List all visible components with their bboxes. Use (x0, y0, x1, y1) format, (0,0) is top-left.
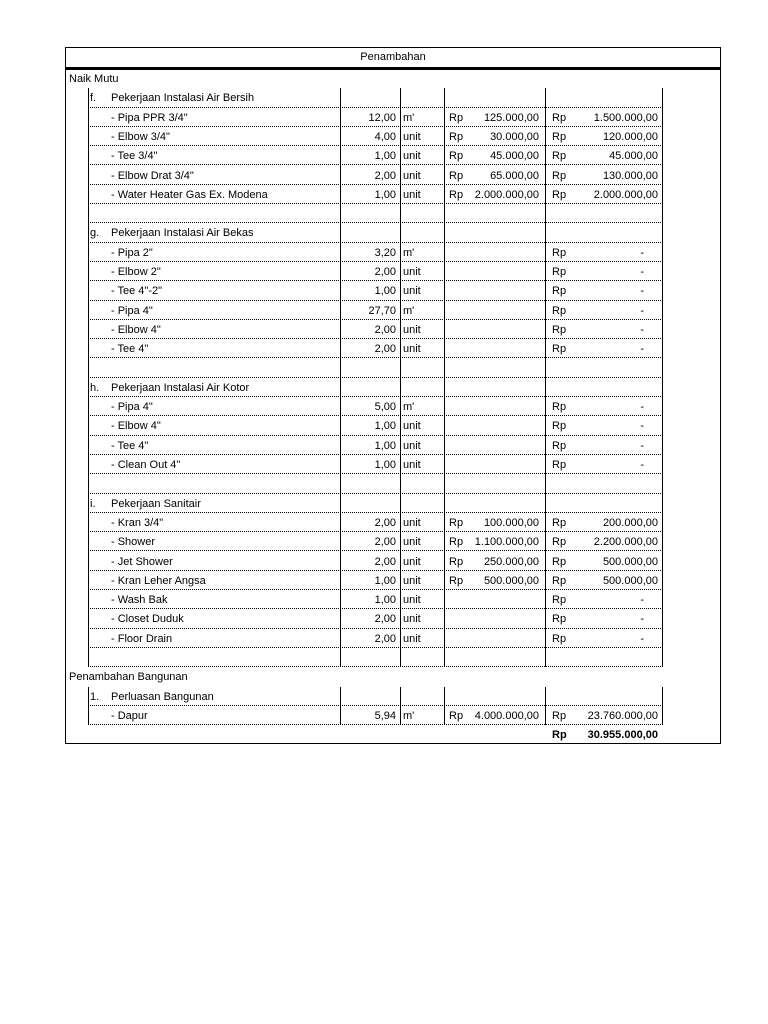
section-row (66, 69, 720, 88)
column-divider (545, 494, 546, 668)
total-currency: Rp (552, 613, 567, 626)
item-qty: 5,94 (374, 709, 396, 722)
table-row (66, 281, 720, 300)
column-divider (340, 378, 341, 494)
item-unit: m' (403, 246, 415, 259)
price-currency: Rp (449, 188, 464, 201)
item-total: 500.000,00 (602, 574, 658, 587)
column-divider (88, 378, 89, 494)
group-name: Pekerjaan Instalasi Air Bekas (111, 227, 254, 240)
price-currency: Rp (449, 555, 464, 568)
column-divider (444, 378, 445, 494)
item-qty: 1,00 (374, 439, 396, 452)
item-total: 2.200.000,00 (593, 536, 658, 549)
table-row (66, 127, 720, 146)
table-row (66, 416, 720, 435)
total-currency: Rp (552, 709, 567, 722)
item-name: - Pipa 4" (111, 304, 153, 317)
item-unit: unit (403, 188, 421, 201)
item-unit: unit (403, 459, 421, 471)
price-currency: Rp (449, 169, 464, 182)
price-currency: Rp (449, 574, 464, 587)
table-row (66, 146, 720, 165)
column-divider (444, 687, 445, 726)
item-name: - Floor Drain (111, 632, 173, 645)
item-total: - (640, 266, 644, 278)
column-divider (662, 378, 663, 494)
item-name: - Jet Shower (111, 555, 173, 568)
table-row (66, 243, 720, 262)
item-total: - (640, 594, 644, 607)
group-header-row (66, 378, 720, 397)
item-qty: 5,00 (374, 401, 396, 414)
group-name: Pekerjaan Instalasi Air Kotor (111, 381, 250, 394)
item-qty: 2,00 (374, 536, 396, 549)
item-qty: 2,00 (374, 555, 396, 568)
item-unit-price: 30.000,00 (490, 130, 539, 143)
item-name: - Tee 4" (111, 439, 149, 452)
total-currency: Rp (552, 150, 567, 163)
item-unit: unit (403, 439, 421, 452)
item-name: - Tee 3/4" (111, 150, 158, 163)
column-divider (400, 378, 401, 494)
item-name: - Elbow 2" (111, 266, 161, 278)
item-total: - (640, 246, 644, 259)
group-header-row (66, 687, 720, 706)
item-total: 45.000,00 (609, 150, 658, 163)
item-unit-price: 65.000,00 (490, 169, 539, 182)
column-divider (545, 223, 546, 377)
item-unit: unit (403, 594, 421, 607)
item-name: - Water Heater Gas Ex. Modena (111, 188, 268, 201)
total-currency: Rp (552, 323, 567, 336)
item-unit-price: 250.000,00 (483, 555, 539, 568)
item-name: - Closet Duduk (111, 613, 184, 626)
item-unit: unit (403, 632, 421, 645)
item-qty: 1,00 (374, 285, 396, 298)
item-name: - Tee 4" (111, 343, 149, 356)
section-row (66, 667, 720, 686)
total-currency: Rp (552, 285, 567, 298)
column-divider (545, 687, 546, 726)
item-qty: 1,00 (374, 188, 396, 201)
column-divider (444, 223, 445, 377)
item-qty: 3,20 (374, 246, 396, 259)
item-unit: unit (403, 516, 421, 529)
table-row (66, 571, 720, 590)
item-total: 1.500.000,00 (593, 111, 658, 124)
price-currency: Rp (449, 516, 464, 529)
total-currency: Rp (552, 246, 567, 259)
item-total: 200.000,00 (602, 516, 658, 529)
price-currency: Rp (449, 111, 464, 124)
item-unit: unit (403, 420, 421, 433)
table-row (66, 436, 720, 455)
table-row (66, 108, 720, 127)
total-currency: Rp (552, 266, 567, 278)
item-qty: 2,00 (374, 516, 396, 529)
total-currency: Rp (552, 343, 567, 356)
item-total: 23.760.000,00 (587, 709, 658, 722)
table-row (66, 532, 720, 551)
table-row (66, 339, 720, 358)
item-name: - Kran 3/4" (111, 516, 164, 529)
total-currency: Rp (552, 188, 567, 201)
total-currency: Rp (552, 111, 567, 124)
total-currency: Rp (552, 632, 567, 645)
item-qty: 12,00 (368, 111, 396, 124)
item-total: - (640, 632, 644, 645)
column-divider (662, 687, 663, 726)
item-total: - (640, 323, 644, 336)
table-row (66, 185, 720, 204)
item-total: - (640, 401, 644, 414)
column-divider (88, 494, 89, 668)
item-unit: m' (403, 304, 415, 317)
blank-row (66, 359, 720, 378)
item-total: - (640, 343, 644, 356)
item-name: - Elbow 3/4" (111, 130, 170, 143)
item-unit: unit (403, 285, 421, 298)
item-unit: unit (403, 536, 421, 549)
item-total: - (640, 613, 644, 626)
total-currency: Rp (552, 516, 567, 529)
section-label: Naik Mutu (69, 73, 119, 85)
table-row (66, 629, 720, 648)
item-unit: unit (403, 150, 421, 163)
price-currency: Rp (449, 536, 464, 549)
item-qty: 2,00 (374, 266, 396, 278)
item-qty: 1,00 (374, 150, 396, 163)
item-unit: m' (403, 709, 415, 722)
column-divider (340, 88, 341, 223)
item-unit: m' (403, 401, 415, 414)
table-row (66, 166, 720, 185)
group-header-row (66, 494, 720, 513)
table-row (66, 609, 720, 628)
item-unit: unit (403, 169, 421, 182)
blank-row (66, 204, 720, 223)
total-currency: Rp (552, 420, 567, 433)
price-currency: Rp (449, 150, 464, 163)
total-currency: Rp (552, 130, 567, 143)
item-unit: unit (403, 555, 421, 568)
group-letter: h. (90, 381, 100, 394)
item-name: - Wash Bak (111, 594, 168, 607)
group-letter: g. (90, 227, 100, 240)
total-currency: Rp (552, 594, 567, 607)
table-row (66, 397, 720, 416)
column-divider (444, 494, 445, 668)
table-row (66, 301, 720, 320)
table-row (66, 262, 720, 281)
item-total: - (640, 439, 644, 452)
item-name: - Pipa 4" (111, 401, 153, 414)
grand-total-currency: Rp (552, 729, 567, 742)
group-name: Pekerjaan Sanitair (111, 497, 201, 510)
group-header-row (66, 223, 720, 242)
column-divider (88, 687, 89, 726)
column-divider (444, 88, 445, 223)
item-unit: unit (403, 130, 421, 143)
total-currency: Rp (552, 536, 567, 549)
column-divider (662, 494, 663, 668)
table-row (66, 513, 720, 532)
item-unit-price: 100.000,00 (483, 516, 539, 529)
item-qty: 2,00 (374, 632, 396, 645)
grand-total-value: 30.955.000,00 (587, 729, 658, 742)
blank-row (66, 474, 720, 493)
group-letter: f. (90, 92, 97, 105)
item-name: - Elbow Drat 3/4" (111, 169, 194, 182)
item-unit: unit (403, 613, 421, 626)
item-name: - Tee 4"-2" (111, 285, 163, 298)
item-unit: unit (403, 266, 421, 278)
column-divider (340, 494, 341, 668)
item-unit-price: 125.000,00 (483, 111, 539, 124)
total-currency: Rp (552, 459, 567, 471)
section-label: Penambahan Bangunan (69, 671, 188, 684)
item-unit: unit (403, 574, 421, 587)
blank-row (66, 648, 720, 667)
item-qty: 1,00 (374, 420, 396, 433)
item-unit-price: 500.000,00 (483, 574, 539, 587)
column-divider (400, 687, 401, 726)
item-total: - (640, 304, 644, 317)
price-currency: Rp (449, 709, 464, 722)
cost-table (65, 47, 721, 744)
column-divider (400, 88, 401, 223)
item-qty: 2,00 (374, 169, 396, 182)
item-qty: 2,00 (374, 343, 396, 356)
column-divider (662, 88, 663, 223)
item-unit-price: 1.100.000,00 (474, 536, 539, 549)
item-name: - Elbow 4" (111, 420, 161, 433)
price-currency: Rp (449, 130, 464, 143)
item-qty: 1,00 (374, 594, 396, 607)
total-currency: Rp (552, 439, 567, 452)
item-name: - Elbow 4" (111, 323, 161, 336)
column-divider (662, 223, 663, 377)
column-divider (400, 223, 401, 377)
item-qty: 2,00 (374, 323, 396, 336)
item-total: - (640, 285, 644, 298)
item-qty: 1,00 (374, 574, 396, 587)
group-letter: 1. (90, 690, 100, 703)
column-divider (88, 88, 89, 223)
item-unit: unit (403, 343, 421, 356)
group-letter: i. (90, 497, 96, 510)
item-name: - Clean Out 4" (111, 459, 181, 471)
item-qty: 27,70 (368, 304, 396, 317)
item-name: - Pipa 2" (111, 246, 153, 259)
item-total: 2.000.000,00 (593, 188, 658, 201)
table-row (66, 320, 720, 339)
column-divider (88, 223, 89, 377)
item-name: - Dapur (111, 709, 148, 722)
table-row (66, 552, 720, 571)
column-divider (340, 687, 341, 726)
total-currency: Rp (552, 555, 567, 568)
item-unit-price: 4.000.000,00 (474, 709, 539, 722)
item-name: - Pipa PPR 3/4" (111, 111, 188, 124)
item-total: 120.000,00 (602, 130, 658, 143)
item-total: - (640, 420, 644, 433)
column-divider (545, 378, 546, 494)
total-currency: Rp (552, 574, 567, 587)
item-total: 500.000,00 (602, 555, 658, 568)
item-unit: m' (403, 111, 415, 124)
table-title: Penambahan (66, 48, 720, 70)
total-currency: Rp (552, 401, 567, 414)
total-currency: Rp (552, 304, 567, 317)
item-total: - (640, 459, 644, 471)
item-qty: 1,00 (374, 459, 396, 471)
item-total: 130.000,00 (602, 169, 658, 182)
total-currency: Rp (552, 169, 567, 182)
group-name: Perluasan Bangunan (111, 690, 214, 703)
column-divider (545, 88, 546, 223)
group-header-row (66, 88, 720, 107)
column-divider (400, 494, 401, 668)
item-unit: unit (403, 323, 421, 336)
group-name: Pekerjaan Instalasi Air Bersih (111, 92, 255, 105)
item-unit-price: 2.000.000,00 (474, 188, 539, 201)
item-qty: 4,00 (374, 130, 396, 143)
item-name: - Kran Leher Angsa (111, 574, 206, 587)
grand-total-row (66, 725, 720, 744)
item-qty: 2,00 (374, 613, 396, 626)
column-divider (340, 223, 341, 377)
item-unit-price: 45.000,00 (490, 150, 539, 163)
table-row (66, 455, 720, 474)
table-row (66, 590, 720, 609)
item-name: - Shower (111, 536, 156, 549)
table-row (66, 706, 720, 725)
